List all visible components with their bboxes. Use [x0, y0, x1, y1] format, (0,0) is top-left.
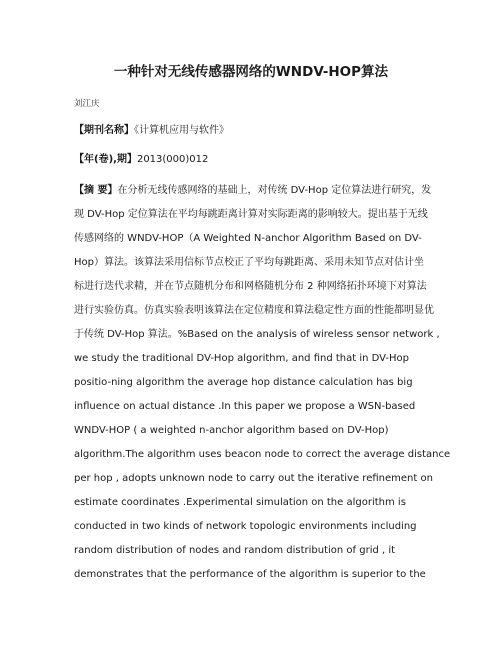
- issue-label: 【年(卷),期】: [74, 154, 137, 165]
- abstract-line: algorithm.The algorithm uses beacon node to correct the average distance: [74, 449, 451, 460]
- abstract-line: positio-ning algorithm the average hop distance calculation has big: [74, 377, 413, 388]
- abstract-line: influence on actual distance .In this paper we propose a WSN-based: [74, 401, 416, 412]
- abstract-line: 传感网络的 WNDV-HOP（A Weighted N-anchor Algorithm Based on DV-: [74, 233, 422, 244]
- issue-row: [74, 153, 208, 167]
- abstract-line: 进行实验仿真。仿真实验表明该算法在定位精度和算法稳定性方面的性能都明显优: [74, 305, 434, 316]
- abstract-line: 于传统 DV-Hop 算法。%Based on the analysis of wireless sensor network ,: [74, 329, 440, 340]
- issue-value: 2013(000)012: [136, 154, 209, 165]
- abstract-line: estimate coordinates .Experimental simulation on the algorithm is: [74, 497, 406, 508]
- abstract-line: 现 DV-Hop 定位算法在平均每跳距离计算对实际距离的影响较大。提出基于无线: [74, 209, 428, 220]
- abstract-label: 【摘 要】: [74, 185, 118, 196]
- journal-value: 《计算机应用与软件》: [134, 125, 229, 136]
- abstract-line: we study the traditional DV-Hop algorithm, and find that in DV-Hop: [74, 353, 410, 364]
- abstract-line: WNDV-HOP ( a weighted n-anchor algorithm based on DV-Hop): [74, 425, 389, 436]
- journal-row: [74, 124, 229, 138]
- abstract-line: random distribution of nodes and random distribution of grid , it: [74, 545, 396, 556]
- journal-label: 【期刊名称】: [74, 125, 134, 136]
- abstract-line: 【摘 要】在分析无线传感网络的基础上，对传统 DV-Hop 定位算法进行研究，发: [74, 185, 432, 196]
- abstract-line: 标进行迭代求精，并在节点随机分布和网格随机分布 2 种网络拓扑环境下对算法: [74, 281, 427, 292]
- abstract-line: per hop , adopts unknown node to carry out the iterative refinement on: [74, 473, 433, 484]
- author-name: 刘江庆: [74, 99, 100, 109]
- document-title: 一种针对无线传感器网络的WNDV-HOP算法: [113, 64, 389, 80]
- abstract-line: demonstrates that the performance of the algorithm is superior to the: [74, 569, 426, 580]
- abstract-line: conducted in two kinds of network topologic environments including: [74, 521, 417, 532]
- abstract-line: Hop）算法。该算法采用信标节点校正了平均每跳距离、采用未知节点对估计坐: [74, 257, 424, 268]
